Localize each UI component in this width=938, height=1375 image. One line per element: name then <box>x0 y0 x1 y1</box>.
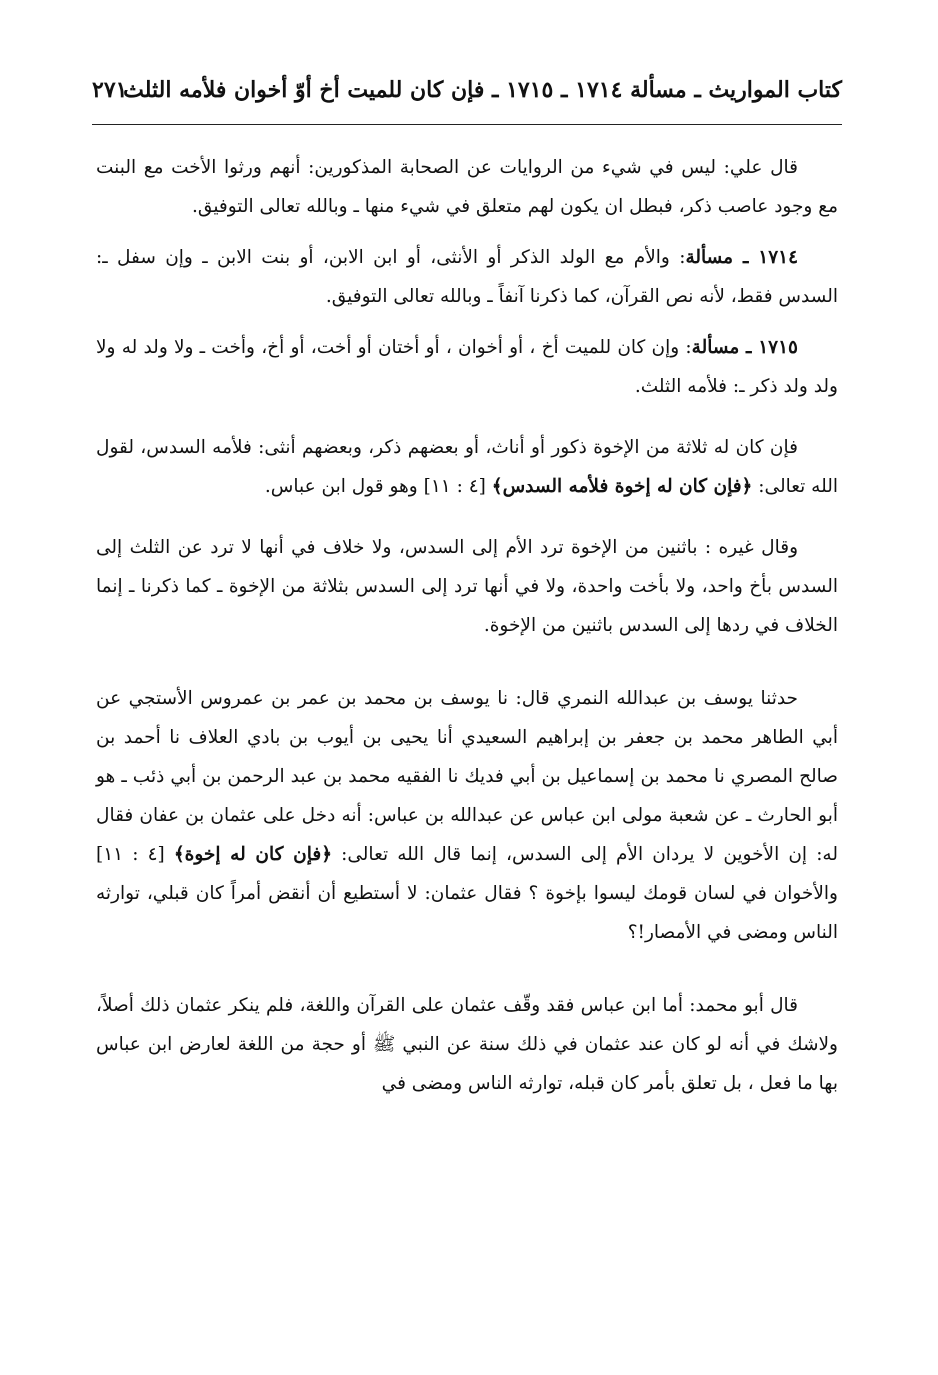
issue-text-1715: : وإن كان للميت أخ ، أو أخوان ، أو أختان أو أخت، أو أخ، وأخت ـ ولا ولد له ولا ولد ولد ذكر ـ: فلأمه الثلث. <box>96 337 838 397</box>
paragraph-text: [٤ : ١١] وهو قول ابن عباس. <box>264 476 492 497</box>
quran-quote: ﴿فإن كان له إخوة فلأمه السدس﴾ <box>491 476 753 497</box>
page-number: ٢٧١ <box>92 77 128 103</box>
paragraph-issue-1714 <box>96 238 838 316</box>
paragraph-text: [٤ : ١١] والأخوان في لسان قومك ليسوا بإخوة ؟ فقال عثمان: لا أستطيع أن أنقض أمراً كان قبلي، توارثه الناس ومضى في الأمصار!؟ <box>96 844 838 943</box>
quran-quote: ﴿فإن كان له إخوة﴾ <box>173 844 333 865</box>
running-title: كتاب المواريث ـ مسألة ١٧١٤ ـ ١٧١٥ ـ فإن كان للميت أخ أوّ أخوان فلأمه الثلث <box>123 77 842 103</box>
issue-number-1714: ١٧١٤ ـ مسألة <box>685 247 799 268</box>
paragraph-text: فإن كان له ثلاثة من الإخوة ذكور أو أناث، أو بعضهم ذكر، وبعضهم أنثى: فلأمه السدس، لقول الله تعالى: <box>96 437 838 497</box>
paragraph-text: حدثنا يوسف بن عبدالله النمري قال: نا يوسف بن محمد بن عمر بن عمروس الأستجي عن أبي الطاهر محمد بن جعفر بن إبراهيم السعيدي أنا يحيى بن أيوب بن بادي العلاف نا أحمد بن صالح المصري نا محمد بن إسماعيل بن أبي فديك نا الفقيه محمد بن عبد الرحمن بن أبي ذئب ـ هو أبو الحارث ـ عن شعبة مولى ابن عباس عن عبدالله بن عباس: أنه دخل على عثمان بن عفان فقال له: إن الأخوين لا يردان الأم إلى السدس، إنما قال الله تعالى: <box>96 688 838 865</box>
header-divider <box>92 124 842 125</box>
page-header <box>92 70 842 110</box>
paragraph-ali-comment: قال علي: ليس في شيء من الروايات عن الصحابة المذكورين: أنهم ورثوا الأخت مع البنت مع وجود عاصب ذكر، فبطل ان يكون لهم متعلق في شيء منها ـ وبالله تعالى التوفيق. <box>96 157 838 217</box>
paragraph-issue-1715 <box>96 328 838 406</box>
paragraph-hadith-chain <box>96 679 838 952</box>
issue-number-1715: ١٧١٥ ـ مسألة <box>691 337 798 358</box>
paragraph-other-opinion: وقال غيره : باثنين من الإخوة ترد الأم إلى السدس، ولا خلاف في أنها لا ترد عن الثلث إلى السدس بأخ واحد، ولا بأخت واحدة، ولا في أنها ترد إلى السدس بثلاثة من الإخوة ـ كما ذكرنا ـ إنما الخلاف في ردها إلى السدس باثنين من الإخوة. <box>96 537 838 636</box>
page-body <box>96 148 838 1103</box>
paragraph-three-siblings <box>96 428 838 506</box>
paragraph-abu-muhammad: قال أبو محمد: أما ابن عباس فقد وقّف عثمان على القرآن واللغة، فلم ينكر عثمان ذلك أصلاً، ولاشك في أنه لو كان عند عثمان في ذلك سنة عن النبي ﷺ أو حجة من اللغة لعارض ابن عباس بها ما فعل ، بل تعلق بأمر كان قبله، توارثه الناس ومضى في <box>96 995 838 1094</box>
issue-text-1714: : والأم مع الولد الذكر أو الأنثى، أو ابن الابن، أو بنت الابن ـ وإن سفل ـ: السدس فقط، لأنه نص القرآن، كما ذكرنا آنفاً ـ وبالله تعالى التوفيق. <box>96 247 838 307</box>
